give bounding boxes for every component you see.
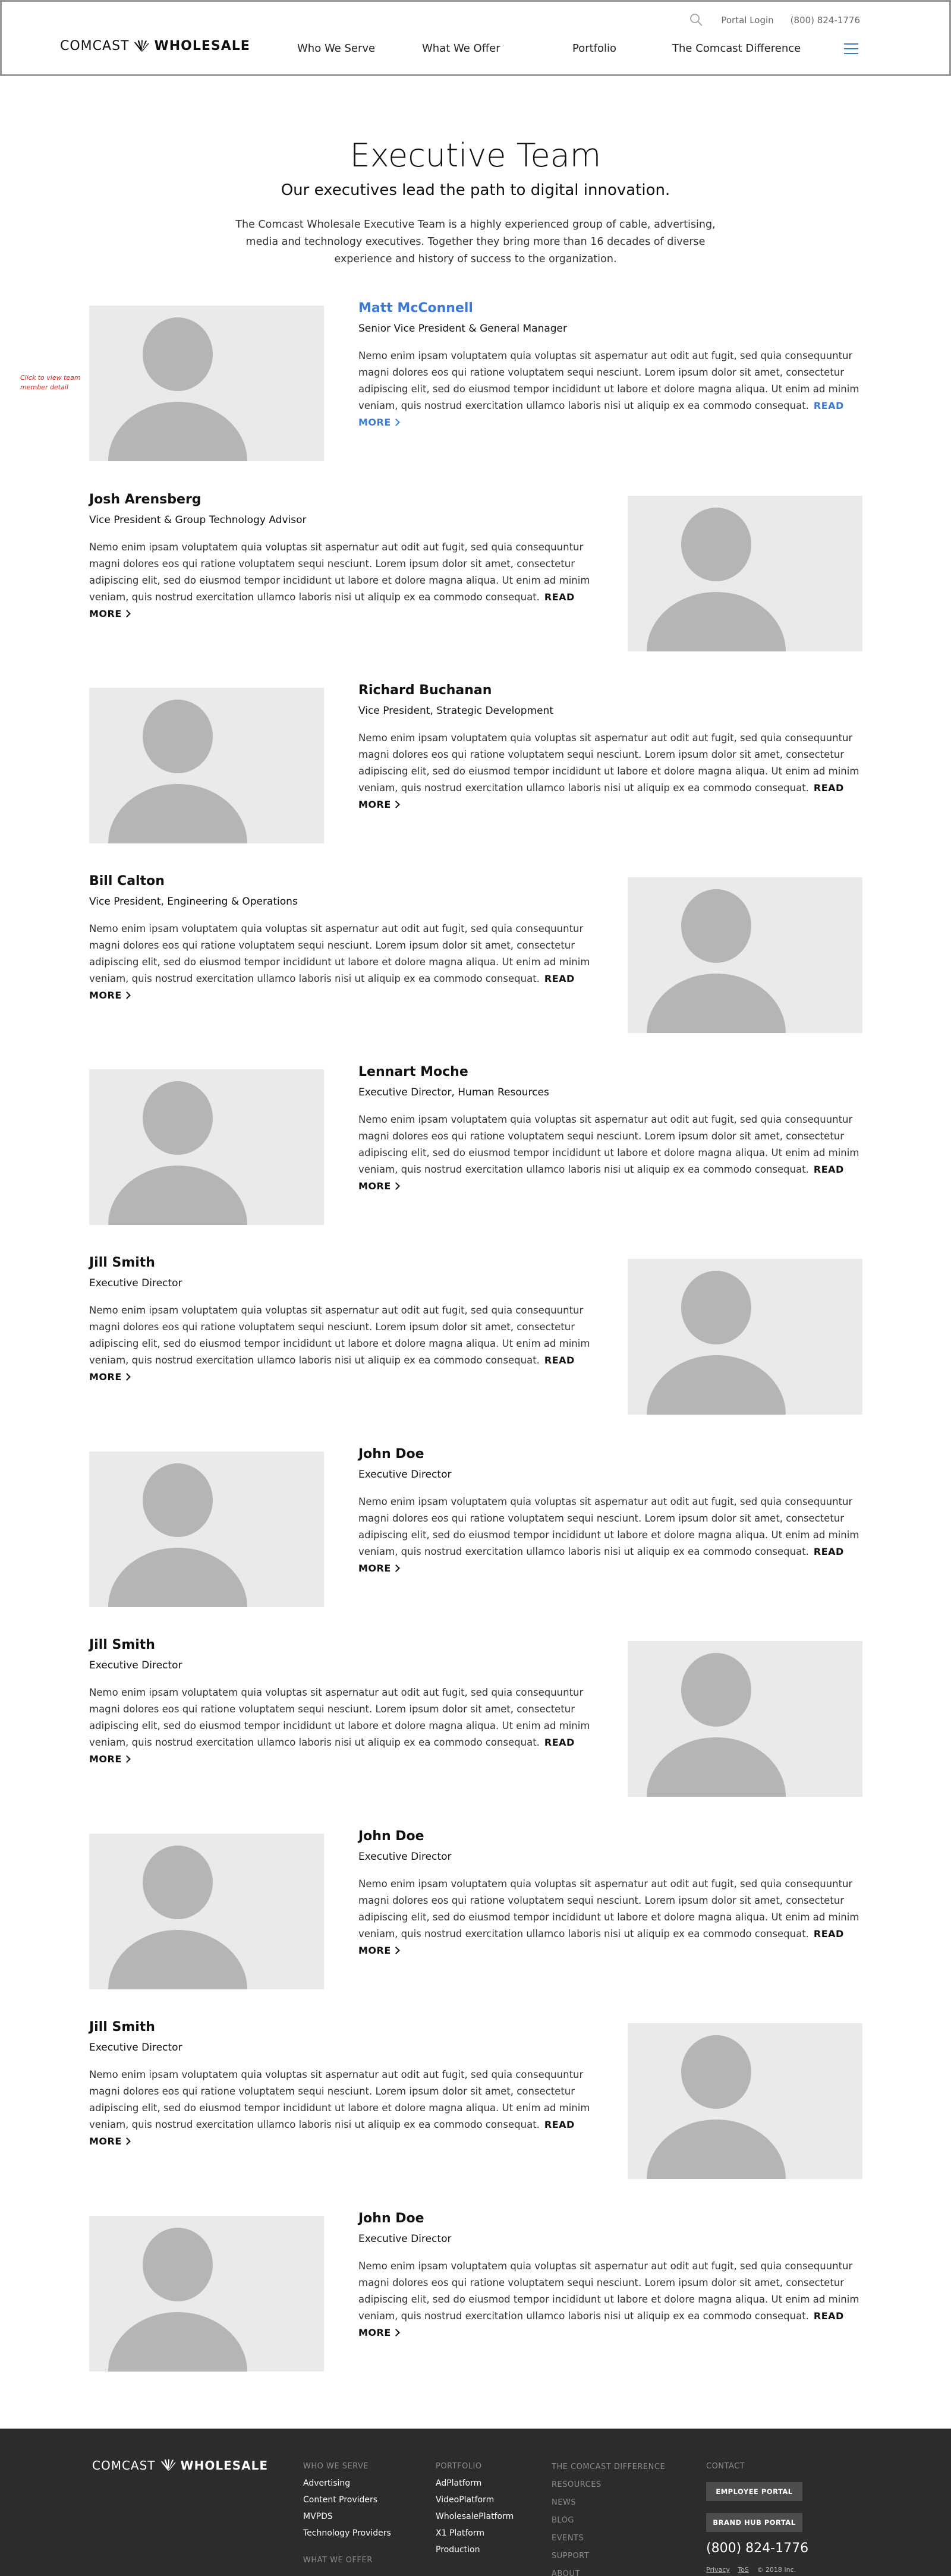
member-bio — [89, 1255, 594, 1385]
footer-legal — [706, 2562, 808, 2576]
member-photo-placeholder[interactable] — [89, 2216, 324, 2372]
member-bio — [89, 492, 594, 622]
chevron-right-icon — [392, 801, 400, 808]
footer-link-about[interactable]: ABOUT — [552, 2569, 580, 2576]
page-title: Executive Team — [349, 137, 602, 174]
avatar-body-icon — [647, 1355, 786, 1415]
chevron-right-icon — [392, 418, 400, 426]
read-more-label: READ MORE — [358, 1546, 844, 1574]
member-description — [358, 348, 864, 431]
member-description — [89, 921, 594, 1004]
chevron-right-icon — [392, 1564, 400, 1572]
read-more-label: READ MORE — [358, 782, 844, 810]
member-photo-placeholder[interactable] — [628, 496, 862, 651]
member-role: Senior Vice President & General Manager — [358, 323, 568, 335]
footer-col-misc — [552, 2458, 665, 2576]
avatar-body-icon — [108, 784, 247, 843]
header-phone[interactable]: (800) 824-1776 — [790, 15, 860, 26]
logo-text-comcast: COMCAST — [60, 39, 130, 53]
brand-hub-portal-button[interactable]: BRAND HUB PORTAL — [706, 2513, 802, 2532]
footer-link[interactable]: Production — [436, 2545, 480, 2555]
member-role: Executive Director — [358, 1469, 452, 1481]
member-name[interactable]: Jill Smith — [89, 1255, 155, 1270]
read-more-label: READ MORE — [358, 1928, 844, 1956]
logo-text-wholesale: WHOLESALE — [154, 39, 250, 53]
member-name[interactable]: Jill Smith — [89, 1637, 155, 1652]
utility-bar — [689, 12, 860, 28]
avatar-head-icon — [143, 317, 213, 391]
footer-link[interactable]: Advertising — [303, 2479, 351, 2488]
read-more-label: READ MORE — [358, 1164, 844, 1192]
team-member-card[interactable] — [0, 1065, 951, 1229]
footer-heading-who-we-serve[interactable]: WHO WE SERVE — [303, 2462, 369, 2471]
member-role: Vice President & Group Technology Advisor — [89, 514, 307, 526]
footer-link[interactable]: MVPDS — [303, 2512, 333, 2521]
chevron-right-icon — [123, 1755, 131, 1763]
footer-phone[interactable]: (800) 824-1776 — [706, 2541, 809, 2556]
footer-link[interactable]: VideoPlatform — [436, 2495, 495, 2505]
member-photo-placeholder[interactable] — [628, 877, 862, 1033]
tos-link[interactable]: ToS — [738, 2566, 749, 2574]
member-description-text: Nemo enim ipsam voluptatem quia voluptas sit aspernatur aut odit aut fugit, sed quia consequuntur magni dolores eos qui ratione voluptatem sequi nesciunt. Lorem ipsum dolor sit amet, consectetur adipiscing elit, sed do eiusmod tempor incididunt ut labore et dolore magna aliqua. Ut enim ad minim veniam, quis nostrud exercitation ullamco laboris nisi ut aliquip ex ea commodo consequat. — [358, 1496, 859, 1557]
read-more-label: READ MORE — [89, 1355, 575, 1383]
footer-logo-wholesale: WHOLESALE — [180, 2458, 269, 2473]
nav-item-what-we-offer[interactable]: What We Offer — [422, 42, 500, 55]
member-name[interactable]: Jill Smith — [89, 2020, 155, 2035]
chevron-right-icon — [392, 2329, 400, 2336]
member-photo-placeholder[interactable] — [89, 306, 324, 461]
peacock-icon — [133, 40, 150, 53]
nav-item-portfolio[interactable]: Portfolio — [572, 42, 617, 55]
chevron-right-icon — [392, 1182, 400, 1190]
chevron-right-icon — [123, 2137, 131, 2145]
member-photo-placeholder[interactable] — [89, 1451, 324, 1607]
member-description-text: Nemo enim ipsam voluptatem quia voluptas sit aspernatur aut odit aut fugit, sed quia consequuntur magni dolores eos qui ratione voluptatem sequi nesciunt. Lorem ipsum dolor sit amet, consectetur adipiscing elit, sed do eiusmod tempor incididunt ut labore et dolore magna aliqua. Ut enim ad minim veniam, quis nostrud exercitation ullamco laboris nisi ut aliquip ex ea commodo consequat. — [358, 1878, 859, 1939]
footer-link[interactable]: WholesalePlatform — [436, 2512, 514, 2521]
member-name[interactable]: Lennart Moche — [358, 1065, 468, 1079]
member-name[interactable]: John Doe — [358, 1829, 424, 1844]
footer-col-who-we-serve — [303, 2458, 391, 2569]
member-role: Vice President, Engineering & Operations — [89, 896, 298, 908]
member-bio — [358, 301, 864, 431]
avatar-head-icon — [681, 889, 751, 963]
member-description — [358, 1111, 864, 1195]
member-role: Executive Director — [358, 1851, 452, 1863]
page-intro-text: The Comcast Wholesale Executive Team is a highly experienced group of cable, advertising, media and technology executives. Together they bring more than 16 decades of diverse experience and history of success to the organization. — [235, 219, 716, 265]
member-description-text: Nemo enim ipsam voluptatem quia voluptas sit aspernatur aut odit aut fugit, sed quia consequuntur magni dolores eos qui ratione voluptatem sequi nesciunt. Lorem ipsum dolor sit amet, consectetur adipiscing elit, sed do eiusmod tempor incididunt ut labore et dolore magna aliqua. Ut enim ad minim veniam, quis nostrud exercitation ullamco laboris nisi ut aliquip ex ea commodo consequat. — [89, 2069, 590, 2130]
member-bio — [89, 1637, 594, 1768]
footer-col-contact — [706, 2458, 808, 2576]
team-member-card[interactable] — [0, 874, 951, 1038]
member-name[interactable]: Matt McConnell — [358, 301, 473, 316]
avatar-head-icon — [143, 1081, 213, 1155]
member-description-text: Nemo enim ipsam voluptatem quia voluptas sit aspernatur aut odit aut fugit, sed quia consequuntur magni dolores eos qui ratione voluptatem sequi nesciunt. Lorem ipsum dolor sit amet, consectetur adipiscing elit, sed do eiusmod tempor incididunt ut labore et dolore magna aliqua. Ut enim ad minim veniam, quis nostrud exercitation ullamco laboris nisi ut aliquip ex ea commodo consequat. — [89, 1687, 590, 1748]
footer-link-comcast-difference[interactable]: THE COMCAST DIFFERENCE — [552, 2462, 666, 2471]
member-photo-placeholder[interactable] — [628, 1259, 862, 1415]
chevron-right-icon — [392, 1947, 400, 1954]
hamburger-menu-icon[interactable] — [844, 43, 858, 54]
footer-link-events[interactable]: EVENTS — [552, 2534, 584, 2543]
member-description-text: Nemo enim ipsam voluptatem quia voluptas sit aspernatur aut odit aut fugit, sed quia consequuntur magni dolores eos qui ratione voluptatem sequi nesciunt. Lorem ipsum dolor sit amet, consectetur adipiscing elit, sed do eiusmod tempor incididunt ut labore et dolore magna aliqua. Ut enim ad minim veniam, quis nostrud exercitation ullamco laboris nisi ut aliquip ex ea commodo consequat. — [89, 923, 590, 984]
member-role: Executive Director — [89, 1277, 182, 1289]
avatar-body-icon — [108, 1930, 247, 1989]
team-member-card[interactable] — [0, 492, 951, 656]
annotation-note: Click to view team member detail — [20, 374, 81, 391]
footer-heading-contact[interactable]: CONTACT — [706, 2462, 745, 2471]
comcast-wholesale-logo[interactable] — [60, 39, 250, 53]
site-header — [0, 0, 951, 76]
footer-link[interactable]: Technology Providers — [303, 2528, 391, 2538]
chevron-right-icon — [123, 610, 131, 618]
member-description — [89, 2067, 594, 2150]
team-member-card[interactable] — [0, 683, 951, 847]
member-name[interactable]: Josh Arensberg — [89, 492, 201, 507]
member-role: Executive Director — [89, 2042, 182, 2054]
member-photo-placeholder[interactable] — [89, 688, 324, 843]
team-member-card[interactable] — [0, 301, 951, 465]
read-more-label: READ MORE — [89, 591, 575, 619]
member-description — [358, 1876, 864, 1959]
member-role: Vice President, Strategic Development — [358, 705, 553, 717]
member-description — [358, 1494, 864, 1577]
nav-item-who-we-serve[interactable]: Who We Serve — [297, 42, 376, 55]
avatar-body-icon — [108, 2312, 247, 2372]
footer-link[interactable]: X1 Platform — [436, 2528, 484, 2538]
member-description-text: Nemo enim ipsam voluptatem quia voluptas sit aspernatur aut odit aut fugit, sed quia consequuntur magni dolores eos qui ratione voluptatem sequi nesciunt. Lorem ipsum dolor sit amet, consectetur adipiscing elit, sed do eiusmod tempor incididunt ut labore et dolore magna aliqua. Ut enim ad minim veniam, quis nostrud exercitation ullamco laboris nisi ut aliquip ex ea commodo consequat. — [89, 541, 590, 603]
avatar-body-icon — [108, 1166, 247, 1225]
member-bio — [89, 874, 594, 1004]
member-bio — [358, 1447, 864, 1577]
footer-link-news[interactable]: NEWS — [552, 2498, 577, 2507]
footer-heading-what-we-offer[interactable]: WHAT WE OFFER — [303, 2556, 373, 2565]
member-description-text: Nemo enim ipsam voluptatem quia voluptas sit aspernatur aut odit aut fugit, sed quia consequuntur magni dolores eos qui ratione voluptatem sequi nesciunt. Lorem ipsum dolor sit amet, consectetur adipiscing elit, sed do eiusmod tempor incididunt ut labore et dolore magna aliqua. Ut enim ad minim veniam, quis nostrud exercitation ullamco laboris nisi ut aliquip ex ea commodo consequat. — [358, 350, 859, 411]
avatar-head-icon — [143, 2228, 213, 2301]
chevron-right-icon — [123, 1373, 131, 1381]
member-photo-placeholder[interactable] — [89, 1069, 324, 1225]
read-more-label: READ MORE — [89, 2119, 575, 2147]
footer-link[interactable]: AdPlatform — [436, 2479, 482, 2488]
employee-portal-button[interactable]: EMPLOYEE PORTAL — [706, 2482, 802, 2501]
member-bio — [89, 2020, 594, 2150]
privacy-link[interactable]: Privacy — [706, 2566, 730, 2574]
member-description — [89, 1684, 594, 1768]
member-description — [89, 1302, 594, 1385]
team-member-card[interactable] — [0, 2211, 951, 2375]
team-member-card[interactable] — [0, 1447, 951, 1611]
avatar-head-icon — [681, 1271, 751, 1344]
member-description-text: Nemo enim ipsam voluptatem quia voluptas sit aspernatur aut odit aut fugit, sed quia consequuntur magni dolores eos qui ratione voluptatem sequi nesciunt. Lorem ipsum dolor sit amet, consectetur adipiscing elit, sed do eiusmod tempor incididunt ut labore et dolore magna aliqua. Ut enim ad minim veniam, quis nostrud exercitation ullamco laboris nisi ut aliquip ex ea commodo consequat. — [358, 2260, 859, 2322]
avatar-head-icon — [681, 2035, 751, 2109]
member-bio — [358, 2211, 864, 2341]
avatar-body-icon — [108, 402, 247, 461]
member-name[interactable]: John Doe — [358, 2211, 424, 2226]
member-bio — [358, 683, 864, 813]
site-footer — [0, 2429, 951, 2576]
member-photo-placeholder[interactable] — [89, 1834, 324, 1989]
member-description-text: Nemo enim ipsam voluptatem quia voluptas sit aspernatur aut odit aut fugit, sed quia consequuntur magni dolores eos qui ratione voluptatem sequi nesciunt. Lorem ipsum dolor sit amet, consectetur adipiscing elit, sed do eiusmod tempor incididunt ut labore et dolore magna aliqua. Ut enim ad minim veniam, quis nostrud exercitation ullamco laboris nisi ut aliquip ex ea commodo consequat. — [89, 1305, 590, 1366]
footer-logo-comcast: COMCAST — [92, 2458, 156, 2473]
footer-link-resources[interactable]: RESOURCES — [552, 2480, 602, 2489]
copyright: © 2018 Inc. — [757, 2566, 796, 2574]
footer-logo[interactable] — [92, 2458, 268, 2473]
footer-link[interactable]: Content Providers — [303, 2495, 378, 2505]
footer-heading-portfolio[interactable]: PORTFOLIO — [436, 2462, 482, 2471]
avatar-body-icon — [108, 1548, 247, 1607]
avatar-body-icon — [647, 974, 786, 1033]
member-name[interactable]: Bill Calton — [89, 874, 165, 889]
member-bio — [358, 1065, 864, 1195]
footer-col-portfolio — [436, 2458, 514, 2558]
team-member-card[interactable] — [0, 1829, 951, 1993]
avatar-body-icon — [647, 1737, 786, 1797]
footer-link-blog[interactable]: BLOG — [552, 2516, 575, 2525]
member-photo-placeholder[interactable] — [628, 1641, 862, 1797]
search-icon[interactable] — [689, 12, 704, 28]
nav-item-comcast-difference[interactable]: The Comcast Difference — [672, 42, 801, 55]
portal-login-link[interactable]: Portal Login — [721, 15, 774, 26]
member-bio — [358, 1829, 864, 1959]
member-role: Executive Director, Human Resources — [358, 1087, 549, 1098]
member-description — [358, 730, 864, 813]
avatar-body-icon — [647, 2120, 786, 2179]
member-description — [358, 2258, 864, 2341]
page-subtitle: Our executives lead the path to digital innovation. — [281, 181, 670, 199]
chevron-right-icon — [123, 991, 131, 999]
avatar-head-icon — [143, 1463, 213, 1537]
member-description-text: Nemo enim ipsam voluptatem quia voluptas sit aspernatur aut odit aut fugit, sed quia consequuntur magni dolores eos qui ratione voluptatem sequi nesciunt. Lorem ipsum dolor sit amet, consectetur adipiscing elit, sed do eiusmod tempor incididunt ut labore et dolore magna aliqua. Ut enim ad minim veniam, quis nostrud exercitation ullamco laboris nisi ut aliquip ex ea commodo consequat. — [358, 1114, 859, 1175]
avatar-head-icon — [143, 1846, 213, 1919]
member-role: Executive Director — [89, 1659, 182, 1671]
peacock-icon — [159, 2459, 177, 2472]
member-photo-placeholder[interactable] — [628, 2023, 862, 2179]
read-more-label: READ MORE — [89, 973, 575, 1001]
read-more-label: READ MORE — [89, 1737, 575, 1765]
avatar-body-icon — [647, 592, 786, 651]
team-member-card[interactable] — [0, 1637, 951, 1802]
team-member-card[interactable] — [0, 2020, 951, 2184]
avatar-head-icon — [681, 1653, 751, 1727]
read-more-label: READ MORE — [358, 2310, 844, 2338]
avatar-head-icon — [143, 700, 213, 773]
member-name[interactable]: John Doe — [358, 1447, 424, 1462]
member-name[interactable]: Richard Buchanan — [358, 683, 492, 698]
member-description — [89, 539, 594, 622]
member-description-text: Nemo enim ipsam voluptatem quia voluptas sit aspernatur aut odit aut fugit, sed quia consequuntur magni dolores eos qui ratione voluptatem sequi nesciunt. Lorem ipsum dolor sit amet, consectetur adipiscing elit, sed do eiusmod tempor incididunt ut labore et dolore magna aliqua. Ut enim ad minim veniam, quis nostrud exercitation ullamco laboris nisi ut aliquip ex ea commodo consequat. — [358, 732, 859, 793]
avatar-head-icon — [681, 508, 751, 581]
read-more-label: READ MORE — [358, 400, 844, 428]
team-member-card[interactable] — [0, 1255, 951, 1419]
member-role: Executive Director — [358, 2233, 452, 2245]
footer-link-support[interactable]: SUPPORT — [552, 2552, 590, 2561]
